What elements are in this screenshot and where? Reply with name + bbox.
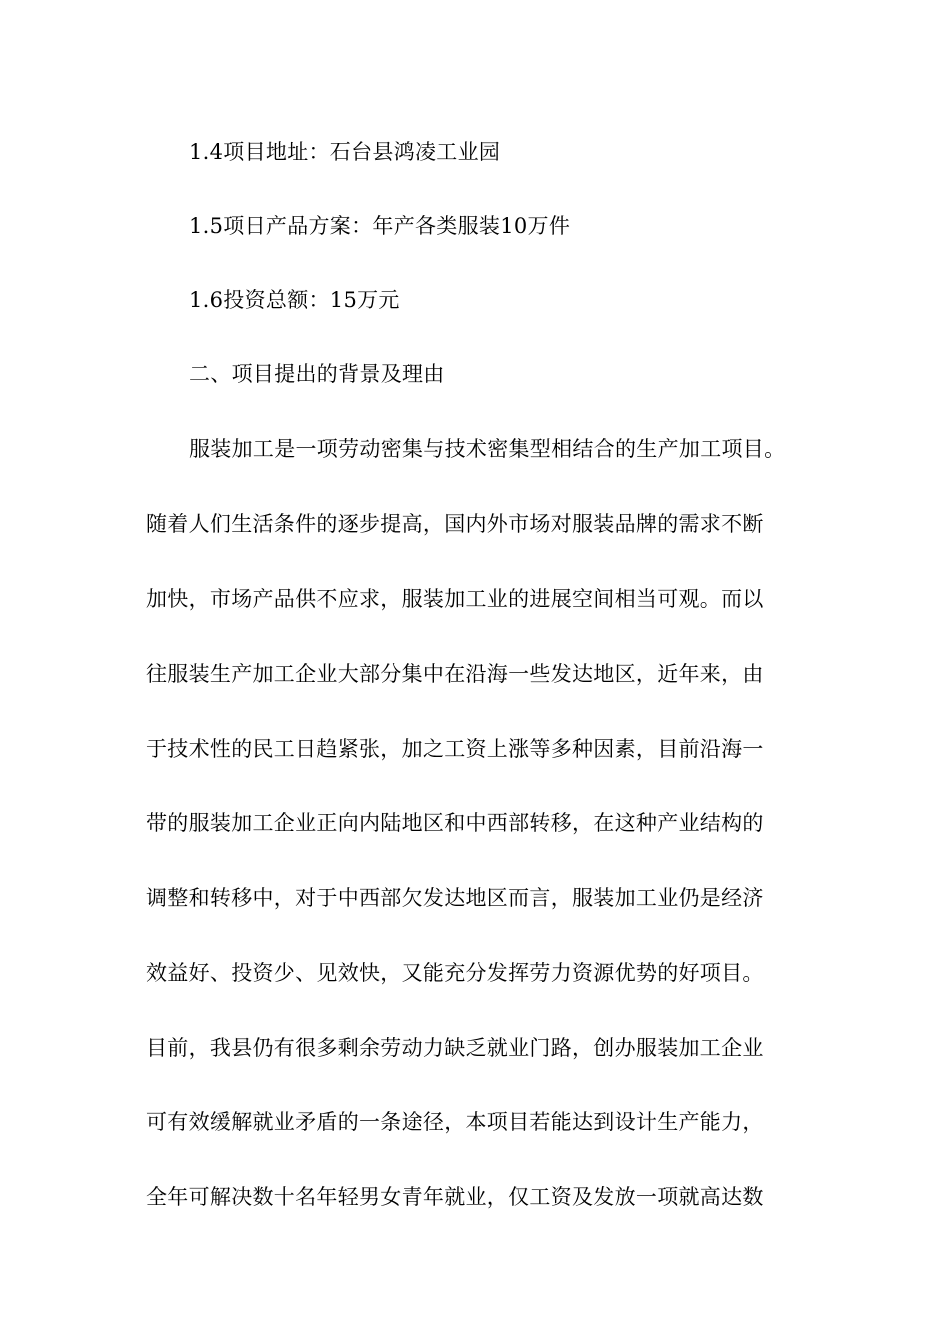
item-1-6-total-investment: 1.6投资总额：15万元 xyxy=(189,288,400,312)
paragraph-line-3: 加快，市场产品供不应求，服装加工业的进展空间相当可观。而以 xyxy=(146,587,764,611)
paragraph-line-4: 往服装生产加工企业大部分集中在沿海一些发达地区，近年来，由 xyxy=(146,662,764,686)
paragraph-line-11: 全年可解决数十名年轻男女青年就业，仅工资及发放一项就高达数 xyxy=(146,1185,764,1209)
paragraph-line-7: 调整和转移中，对于中西部欠发达地区而言，服装加工业仍是经济 xyxy=(146,886,764,910)
item-1-5-product-plan: 1.5项日产品方案：年产各类服装10万件 xyxy=(189,214,571,238)
paragraph-line-1: 服装加工是一项劳动密集与技术密集型相结合的生产加工项目。 xyxy=(189,437,786,461)
paragraph-line-6: 带的服装加工企业正向内陆地区和中西部转移，在这种产业结构的 xyxy=(146,811,764,835)
paragraph-line-9: 目前，我县仍有很多剩余劳动力缺乏就业门路，创办服装加工企业 xyxy=(146,1036,764,1060)
paragraph-line-2: 随着人们生活条件的逐步提高，国内外市场对服装品牌的需求不断 xyxy=(146,512,764,536)
item-1-4-project-address: 1.4项目地址：石台县鸿凌工业园 xyxy=(189,140,501,164)
paragraph-line-10: 可有效缓解就业矛盾的一条途径，本项目若能达到设计生产能力， xyxy=(146,1110,764,1134)
paragraph-line-8: 效益好、投资少、见效快，又能充分发挥劳力资源优势的好项目。 xyxy=(146,961,764,985)
section-heading-2: 二、项目提出的背景及理由 xyxy=(189,362,445,386)
paragraph-line-5: 于技术性的民工日趋紧张，加之工资上涨等多种因素，目前沿海一 xyxy=(146,737,764,761)
